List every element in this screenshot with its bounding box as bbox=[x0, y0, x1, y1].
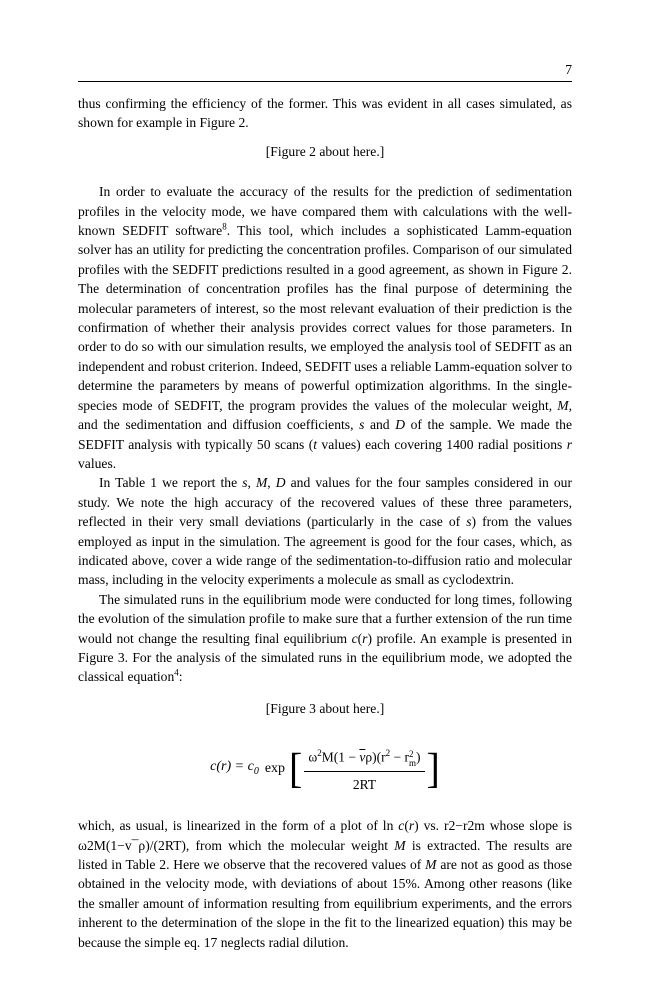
num-omega: ω bbox=[308, 749, 318, 765]
num-supsub bbox=[409, 750, 416, 768]
p2-text-e: of the sample. We made the SEDFIT analysis with typically 50 scans ( bbox=[78, 417, 572, 452]
p3-text-e: ) from the values employed as input in the simulation. The agreement is good for the four cases, which, as indicated above, cover a wide range of the sedimentation-to-diffusion ratio and molecular mass, including in the velocity experiments a molecule as small as cyclodextrin. bbox=[78, 514, 572, 588]
paragraph-2 bbox=[78, 182, 572, 473]
paragraph-4 bbox=[78, 590, 572, 687]
right-bracket-icon: ] bbox=[426, 745, 440, 793]
p2-symbol-t: t bbox=[313, 436, 318, 452]
num-text-d: − r bbox=[390, 749, 409, 765]
p3-text-c: , bbox=[267, 475, 276, 491]
p3-symbol-M: M bbox=[255, 475, 268, 491]
num-sub-m: m bbox=[408, 757, 416, 768]
equilibrium-equation bbox=[78, 728, 572, 810]
header-rule bbox=[78, 81, 572, 82]
left-bracket-icon: [ bbox=[289, 745, 303, 793]
num-vbar: $\overline{v}$ bbox=[359, 749, 366, 765]
p4-symbol-r: r bbox=[362, 630, 368, 646]
p2-symbol-s: s bbox=[359, 417, 365, 433]
p5-text-d: ) vs. r2−r2m whose slope is ω2M(1−v¯ρ)/(2RT), from which the molecular weight bbox=[78, 818, 573, 853]
num-sup-2: 2 bbox=[385, 748, 391, 759]
equation-lhs-subscript: 0 bbox=[253, 765, 259, 777]
p2-symbol-M: M bbox=[557, 397, 569, 413]
p4-text-a: The simulated runs in the equilibrium mode were conducted for long times, following the evolution of the simulation profile to make sure that a further extension of the run time would not change the resulting final equilibrium bbox=[78, 591, 572, 646]
p2-text-c: , and the sedimentation and diffusion coefficients, bbox=[78, 397, 572, 433]
p2-text-f: values) each covering 1400 radial positions bbox=[317, 436, 567, 452]
p5-symbol-M: M bbox=[394, 837, 406, 853]
equation-fraction bbox=[304, 744, 424, 794]
paragraph-1-text: thus confirming the efficiency of the former. This was evident in all cases simulated, as shown for example in Figure 2. bbox=[78, 96, 572, 131]
p3-symbol-s: s bbox=[242, 475, 248, 491]
equation-lhs bbox=[210, 757, 259, 781]
p5-text-f: are not as good as those obtained in the velocity mode, with deviations of about 15%. Among other reasons (like the smaller amount of information resulting from equilibrium experiments, and the errors inherent to the determination of the slope in the fit to the linearized equation) this may be because the simple eq. 17 neglects radial dilution. bbox=[78, 857, 572, 950]
body-text bbox=[78, 94, 572, 952]
p3-symbol-s2: s bbox=[466, 514, 472, 530]
p2-text-g: values. bbox=[78, 455, 117, 471]
p2-symbol-r: r bbox=[566, 436, 573, 452]
p3-symbol-D: D bbox=[275, 475, 286, 491]
citation-8: 8 bbox=[222, 221, 227, 232]
paragraph-3 bbox=[78, 473, 572, 589]
p3-text-a: In Table 1 we report the bbox=[99, 475, 243, 491]
p2-text-a: In order to evaluate the accuracy of the results for the prediction of sedimentation profiles in the velocity mode, we have compared them with calculations with the well-known SEDFIT software bbox=[78, 184, 572, 239]
page-number: 7 bbox=[565, 62, 572, 77]
p5-symbol-M2: M bbox=[425, 857, 437, 872]
p3-text-b: , bbox=[247, 475, 256, 491]
equation-denominator: 2RT bbox=[352, 776, 377, 792]
p2-symbol-D: D bbox=[395, 417, 406, 433]
paragraph-1 bbox=[78, 94, 572, 133]
num-text-b: M(1 − bbox=[321, 749, 360, 765]
figure-2-placeholder: [Figure 2 about here.] bbox=[265, 143, 385, 159]
p4-text-b: ( bbox=[357, 630, 363, 646]
p4-text-d: : bbox=[178, 669, 183, 685]
p5-text-e: is extracted. The results are listed in Table 2. Here we observe that the recovered values of bbox=[78, 837, 572, 872]
equation-lhs-text: c(r) = c bbox=[210, 759, 254, 775]
p2-text-b: . This tool, which includes a sophisticated Lamm-equation solver has an utility for predicting the concentration profiles. Comparison of our simulated profiles with the SEDFIT predictions resulted in a good agreement, as shown in Figure 2. The determination of concentration profiles has the final purpose of determining the molecular parameters of interest, so the most relevant evaluation of their prediction is the confirmation of whether their analysis provides correct values for those parameters. In order to do so with our simulation results, we employed the analysis tool of SEDFIT as an independent and robust criterion. Indeed, SEDFIT uses a reliable Lamm-equation solver to determine the parameters by means of powerful optimization algorithms. In the single-species mode of SEDFIT, the program provides the values of the molecular weight, bbox=[78, 223, 572, 413]
citation-4: 4 bbox=[174, 667, 179, 678]
p5-text-a: which, as usual, is linearized in the form of a plot of ln bbox=[78, 818, 399, 834]
num-sup-3: 2 bbox=[408, 748, 414, 759]
num-sup-1: 2 bbox=[317, 748, 322, 759]
p5-text-b: ( bbox=[404, 818, 409, 834]
p4-text-c: ) profile. An example is presented in Figure 3. For the analysis of the simulated runs in the equilibrium mode, we adopted the classical equation bbox=[78, 630, 572, 685]
p4-symbol-c: c bbox=[351, 630, 358, 646]
p5-symbol-r: r bbox=[408, 818, 415, 834]
figure-3-placeholder: [Figure 3 about here.] bbox=[265, 700, 385, 716]
equation-exp: exp bbox=[264, 761, 286, 777]
p3-text-d: and values for the four samples considered in our study. We note the high accuracy of the recovered values of these three parameters, reflected in their very small deviations (particularly in the case of bbox=[78, 475, 573, 530]
num-text-c: ρ)(r bbox=[365, 749, 386, 765]
num-text-e: ) bbox=[416, 749, 421, 765]
equation-numerator bbox=[304, 744, 424, 771]
paragraph-5 bbox=[78, 816, 572, 952]
p2-text-d: and bbox=[364, 417, 396, 433]
p5-symbol-c: c bbox=[398, 818, 405, 834]
